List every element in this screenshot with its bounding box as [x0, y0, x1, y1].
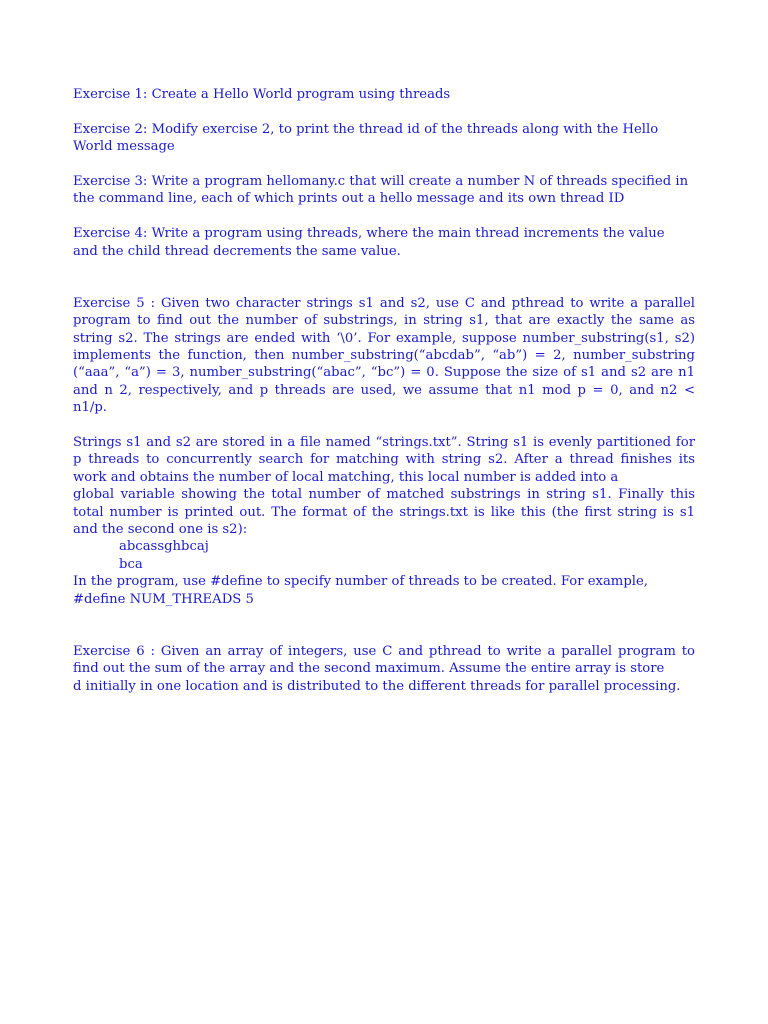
- exercise-5-line: (“aaa”, “a”) = 3, number_substring(“abac”, “bc”) = 0. Suppose the size of s1 and s2 are n1: [73, 365, 695, 381]
- exercise-5-line: implements the function, then number_substring(“abcdab”, “ab”) = 2, number_substring: [73, 348, 695, 364]
- exercise-1-line: Exercise 1: Create a Hello World program using threads: [73, 87, 451, 102]
- exercise-3: [73, 173, 695, 208]
- exercise-5-detail-line: Strings s1 and s2 are stored in a file named “strings.txt”. String s1 is evenly partitioned for: [73, 435, 695, 451]
- exercise-5-line: Exercise 5 : Given two character strings s1 and s2, use C and pthread to write a parallel: [73, 295, 695, 311]
- exercise-3-line: the command line, each of which prints out a hello message and its own thread ID: [73, 191, 625, 207]
- exercise-5-detail-line: and the second one is s2):: [73, 522, 248, 538]
- exercise-5-line: program to find out the number of substrings, in string s1, that are exactly the same as: [73, 313, 695, 329]
- exercise-6-line: d initially in one location and is distributed to the different threads for parallel processing.: [73, 678, 681, 694]
- sample-string-s2: bca: [119, 556, 143, 572]
- exercise-2-line: Exercise 2: Modify exercise 2, to print the thread id of the threads along with the Hello: [73, 121, 659, 137]
- exercise-5-details: [73, 434, 695, 608]
- exercise-6-line: find out the sum of the array and the second maximum. Assume the entire array is store: [73, 661, 665, 677]
- exercise-5-line: string s2. The strings are ended with ‘\0’. For example, suppose number_substring(s1, s2): [73, 330, 695, 346]
- exercise-5-define-example: #define NUM_THREADS 5: [73, 591, 254, 607]
- exercise-5-detail-line: global variable showing the total number of matched substrings in string s1. Finally this: [73, 487, 695, 503]
- exercise-4-line: and the child thread decrements the same value.: [73, 243, 401, 259]
- exercise-1: [73, 86, 695, 103]
- exercise-5-detail-line: p threads to concurrently search for matching with string s2. After a thread finishes its: [73, 452, 695, 468]
- exercise-5-detail-line: total number is printed out. The format of the strings.txt is like this (the first string is s1: [73, 504, 695, 520]
- sample-string-s1: abcassghbcaj: [119, 539, 209, 555]
- exercise-2-line: World message: [73, 139, 175, 155]
- exercise-5-detail-line: work and obtains the number of local matching, this local number is added into a: [73, 469, 619, 485]
- exercise-4: [73, 225, 695, 260]
- document-page: [73, 86, 695, 695]
- exercise-5-line: n1/p.: [73, 400, 107, 416]
- exercise-5-line: and n 2, respectively, and p threads are used, we assume that n1 mod p = 0, and n2 <: [73, 382, 695, 398]
- exercise-2: [73, 121, 695, 156]
- exercise-6-line: Exercise 6 : Given an array of integers, use C and pthread to write a parallel program to: [73, 643, 695, 659]
- exercise-4-line: Exercise 4: Write a program using threads, where the main thread increments the value: [73, 226, 665, 242]
- exercise-6: [73, 643, 695, 695]
- exercise-5-intro: [73, 295, 695, 417]
- exercise-3-line: Exercise 3: Write a program hellomany.c that will create a number N of threads specified in: [73, 174, 689, 189]
- exercise-5-define-line: In the program, use #define to specify number of threads to be created. For example,: [73, 574, 648, 590]
